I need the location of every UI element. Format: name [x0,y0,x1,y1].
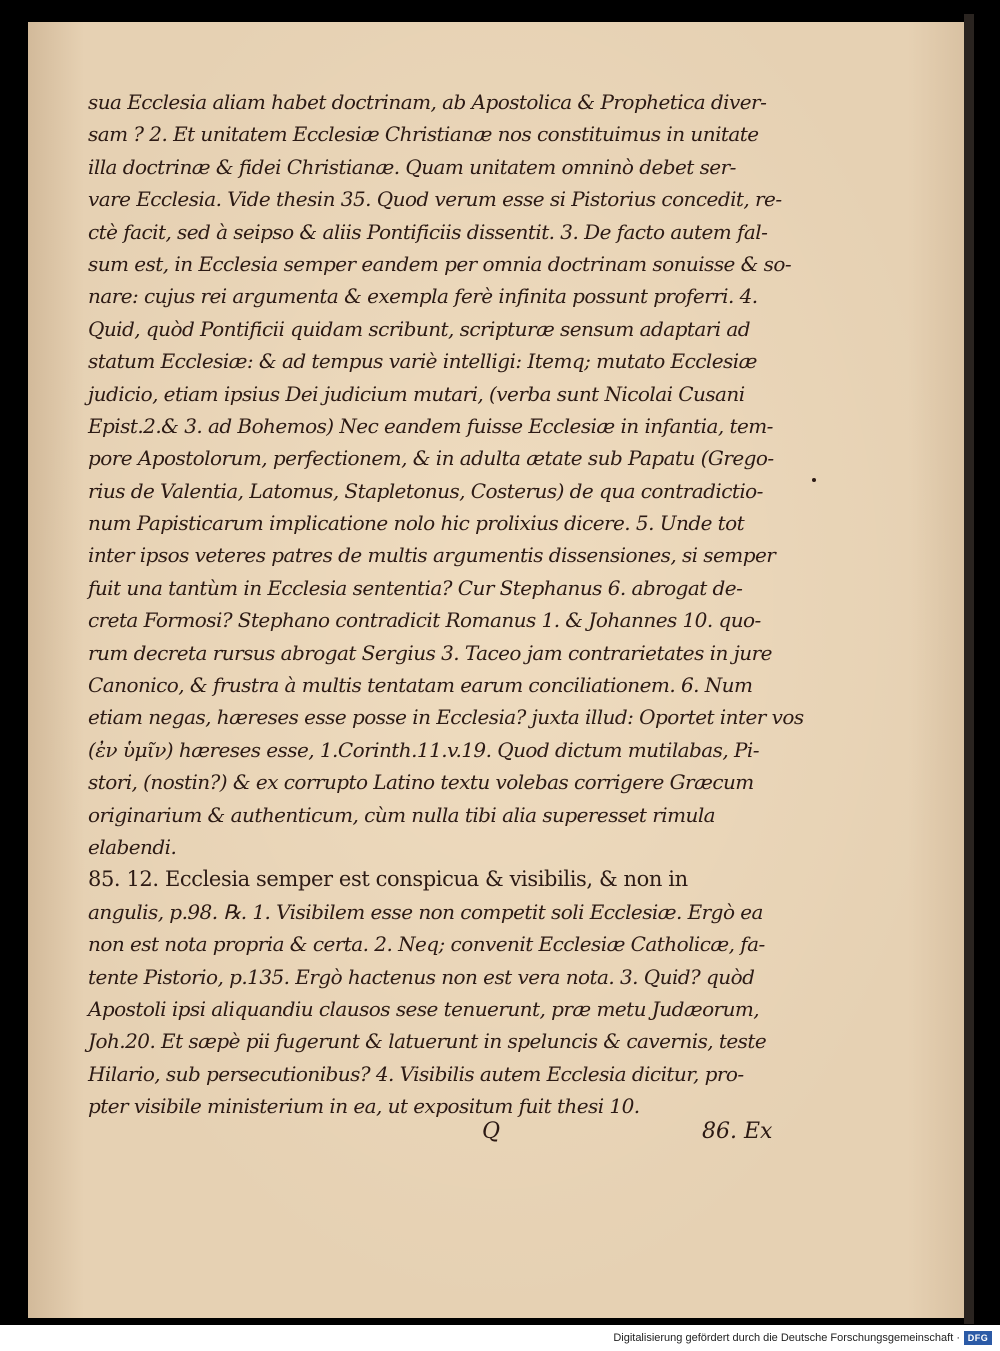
text-line: Canonico, & frustra à multis tentatam earum conciliationem. 6. Num [88,673,753,698]
text-line: nare: cujus rei argumenta & exempla ferè infinita possunt proferri. 4. [88,284,758,309]
text-line: (ἐν ὑμῖν) hæreses esse, 1.Corinth.11.v.19. Quod dictum mutilabas, Pi- [88,737,759,762]
thesis-heading-line: 85. 12. Ecclesia semper est conspicua & visibilis, & non in [88,867,688,892]
text-line: statum Ecclesiæ: & ad tempus variè intelligi: Itemq; mutato Ecclesiæ [88,349,757,374]
text-line: etiam negas, hæreses esse posse in Ecclesia? juxta illud: Oportet inter vos [88,705,804,730]
text-line: angulis, p.98. ℞. 1. Visibilem esse non competit soli Ecclesiæ. Ergò ea [88,899,763,924]
text-line: Joh.20. Et sæpè pii fugerunt & latuerunt in speluncis & cavernis, teste [88,1029,767,1054]
text-line: rum decreta rursus abrogat Sergius 3. Taceo jam contrarietates in jure [88,640,772,665]
text-line: originarium & authenticum, cùm nulla tibi alia superesset rimula [88,802,716,827]
text-line: Hilario, sub persecutionibus? 4. Visibilis autem Ecclesia dicitur, pro- [88,1061,744,1086]
text-line: stori, (nostin?) & ex corrupto Latino textu volebas corrigere Græcum [88,770,754,795]
text-line: non est nota propria & certa. 2. Neq; convenit Ecclesiæ Catholicæ, fa- [88,932,765,957]
text-line: illa doctrinæ & fidei Christianæ. Quam unitatem omninò debet ser- [88,154,736,179]
text-line: fuit una tantùm in Ecclesia sententia? Cur Stephanus 6. abrogat de- [88,575,743,600]
text-line: sum est, in Ecclesia semper eandem per omnia doctrinam sonuisse & so- [88,251,792,276]
text-line: inter ipsos veteres patres de multis argumentis dissensiones, si semper [88,543,776,568]
text-line: pore Apostolorum, perfectionem, & in adulta ætate sub Papatu (Grego- [88,446,774,471]
text-line: judicio, etiam ipsius Dei judicium mutari, (verba sunt Nicolai Cusani [88,381,745,406]
catchword: 86. Ex [702,1119,773,1144]
signature-mark: Q [482,1119,501,1144]
text-line: creta Formosi? Stephano contradicit Romanus 1. & Johannes 10. quo- [88,608,761,633]
funding-credit: Digitalisierung gefördert durch die Deutsche Forschungsgemeinschaft · [613,1332,960,1344]
text-line: rius de Valentia, Latomus, Stapletonus, Costerus) de qua contradictio- [88,478,763,503]
text-line: Apostoli ipsi aliquandiu clausos sese tenuerunt, præ metu Judæorum, [88,996,760,1021]
text-line: elabendi. [88,834,177,859]
footer-bar [0,1325,1000,1351]
text-line: sua Ecclesia aliam habet doctrinam, ab Apostolica & Prophetica diver- [88,90,767,114]
text-line: Quid, quòd Pontificii quidam scribunt, scripturæ sensum adaptari ad [88,316,751,341]
text-line: tente Pistorio, p.135. Ergò hactenus non est vera nota. 3. Quid? quòd [88,964,755,989]
text-line: Epist.2.& 3. ad Bohemos) Nec eandem fuisse Ecclesiæ in infantia, tem- [88,413,773,438]
page-edge [964,14,974,1324]
page-body-text [88,86,806,1123]
ink-speck [812,478,816,482]
text-line: vare Ecclesia. Vide thesin 35. Quod verum esse si Pistorius concedit, re- [88,187,782,212]
text-line: ctè facit, sed à seipso & aliis Pontificiis dissentit. 3. De facto autem fal- [88,219,768,244]
dfg-logo: DFG [964,1331,992,1345]
text-line: pter visibile ministerium in ea, ut expositum fuit thesi 10. [88,1094,640,1119]
text-line: sam ? 2. Et unitatem Ecclesiæ Christianæ nos constituimus in unitate [88,122,759,147]
text-line: num Papisticarum implicatione nolo hic prolixius dicere. 5. Unde tot [88,511,745,536]
